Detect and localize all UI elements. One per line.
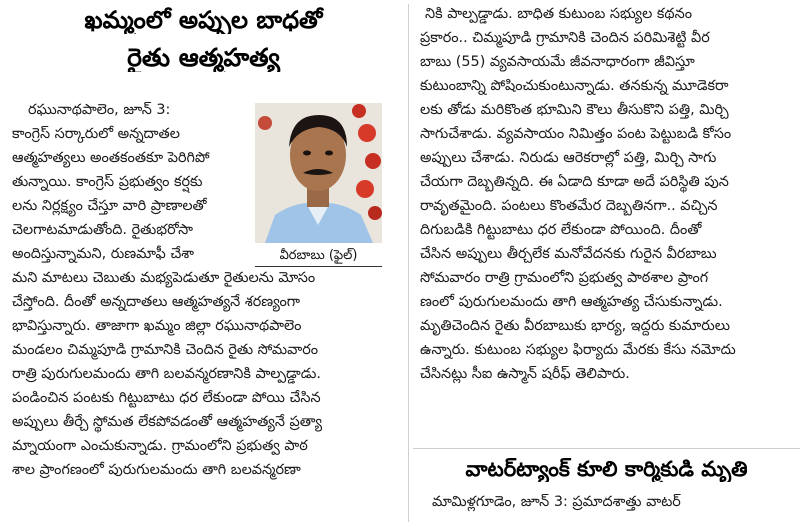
body-line: చేయగా దెబ్బతిన్నది. ఈ ఏడాది కూడా అదే పరిస్థితి పున — [420, 174, 729, 190]
portrait-illustration — [255, 103, 382, 243]
body-line: దిగుబడికి గిట్టుబాటు ధర లేకుండా పోయింది. దీంతో — [420, 222, 702, 238]
body-line: లకు తోడు మరికొంత భూమిని కౌలు తీసుకొని పత్తి, మిర్చి — [420, 102, 729, 118]
body-line: భావిస్తున్నారు. తాజాగా ఖమ్మం జిల్లా రఘునాథపాలెం — [12, 318, 302, 334]
body-line: పండించిన పంటకు గిట్టుబాటు ధర లేకుండా పోయి చేసిన — [12, 390, 321, 406]
body-line: ణంలో పురుగులమందు తాగి ఆత్మహత్య చేసుకున్నాడు. — [420, 294, 723, 310]
body-line: మ్నాయంగా ఎంచుకున్నాడు. గ్రామంలోని ప్రభుత్వ పాఠ — [12, 438, 308, 454]
column-divider — [408, 4, 409, 522]
body-line: చెలగాటమాడుతోంది. రైతుభరోసా — [12, 222, 193, 238]
body-line: చేసినట్లు సీఐ ఉస్మాన్ షరీఫ్ తెలిపారు. — [420, 366, 630, 382]
body-line: బాబు (55) వ్యవసాయమే జీవనాధారంగా జీవిస్తూ — [420, 54, 695, 70]
body-line: రావృతమైంది. పంటలు కొంతమేర దెబ్బతినగా.. వచ్చిన — [420, 198, 718, 214]
body-line: మండలం చిమ్మపూడి గ్రామానికి చెందిన రైతు సోమవారం — [12, 342, 319, 358]
body-line: రాత్రి పురుగులమందు తాగి బలవన్మరణానికి పాల్పడ్డాడు. — [12, 366, 321, 382]
body-line: కాంగ్రెస్ సర్కారులో అన్నదాతల — [12, 126, 180, 142]
body-line: చేస్తోంది. దీంతో అన్నదాతలు ఆత్మహత్యనే శరణ్యంగా — [12, 294, 301, 310]
body-line: అందిస్తున్నామని, రుణమాఫీ చేశా — [12, 246, 194, 262]
body-line: చేసిన అప్పులు తీర్చలేక మనోవేదనకు గురైన వీరబాబు — [420, 246, 717, 262]
body-line: సోమవారం రాత్రి గ్రామంలోని ప్రభుత్వ పాఠశాల ప్రాంగ — [420, 270, 709, 286]
body-line: సాగుచేశాడు. వ్యవసాయం నిమిత్తం పంట పెట్టుబడి కోసం — [420, 126, 732, 142]
portrait-photo — [255, 103, 382, 243]
headline-line-2: రైతు ఆత్మహత్య — [127, 44, 280, 72]
body-line: అప్పులు తీర్చే స్థోమత లేకపోవడంతో ఆత్మహత్యనే ప్రత్యా — [12, 414, 323, 430]
body-line: నికి పాల్పడ్డాడు. బాధిత కుటుంబ సభ్యుల కథనం — [425, 6, 692, 22]
body-line: మృతిచెందిన రైతు వీరబాబుకు భార్య, ఇద్దరు కుమారులు — [420, 318, 730, 334]
article-divider — [413, 448, 800, 449]
body-line: మామిళ్లగూడెం, జూన్ 3: ప్రమాదశాత్తు వాటర్ — [432, 494, 681, 510]
body-line: ఆత్మహత్యలు అంతకంతకూ పెరిగిపో — [12, 150, 210, 166]
body-line: రఘునాథపాలెం, జూన్ 3: — [28, 102, 171, 118]
body-line: తున్నాయి. కాంగ్రెస్ ప్రభుత్వం కర్షకు — [12, 174, 203, 190]
body-line: ఉన్నారు. కుటుంబ సభ్యుల ఫిర్యాదు మేరకు కేసు నమోదు — [420, 342, 736, 358]
body-line: కుటుంబాన్ని పోషించుకుంటున్నాడు. తనకున్న మూడెకరా — [420, 78, 729, 94]
body-line: ప్రకారం.. చిమ్మపూడి గ్రామానికి చెందిన పరిమిశెట్టి వీర — [420, 30, 710, 46]
body-line: అప్పులు చేశాడు. నిరుడు ఆరెకరాల్లో పత్తి, మిర్చి సాగు — [420, 150, 717, 166]
headline-article-2: వాటర్‌ట్యాంక్ కూలి కార్మికుడి మృతి — [465, 457, 748, 481]
photo-caption: వీరబాబు (ఫైల్) — [279, 248, 358, 263]
body-line: మని మాటలు చెబుతు మభ్యపెడుతూ రైతులను మోసం — [12, 270, 316, 286]
body-line: శాల ప్రాంగణంలో పురుగులమందు తాగి బలవన్మరణా — [12, 462, 301, 478]
headline-line-1: ఖమ్మంలో అప్పుల బాధతో — [84, 6, 323, 34]
body-line: లను నిర్లక్ష్యం చేస్తూ వారి ప్రాణాలతో — [12, 198, 207, 214]
